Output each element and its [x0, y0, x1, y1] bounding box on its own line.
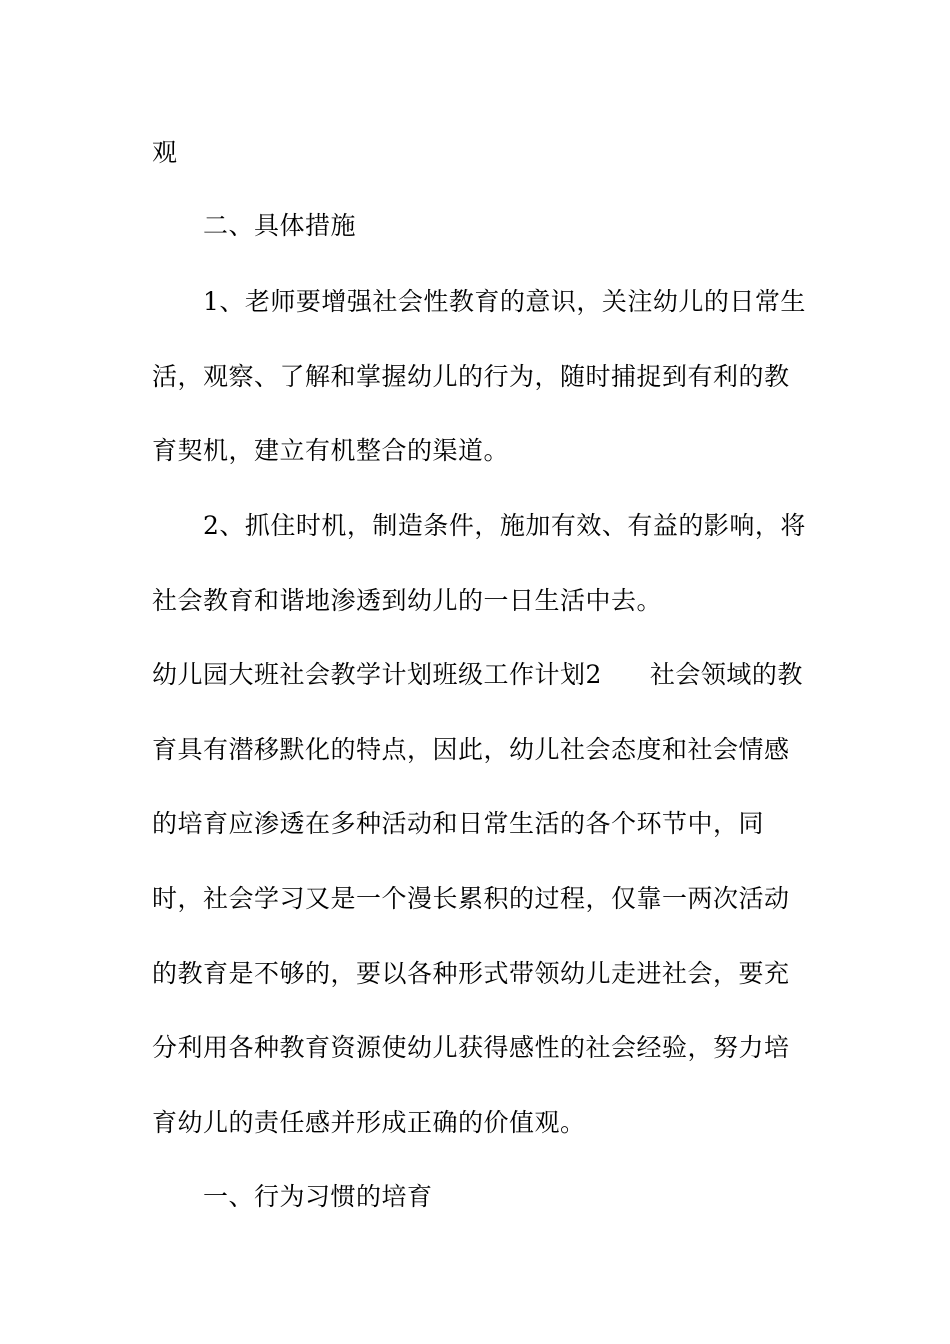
text-segment: 社会领域的教: [649, 660, 803, 689]
text-line: 分利用各种教育资源使幼儿获得感性的社会经验，努力培: [152, 1033, 790, 1062]
text-line: 活，观察、了解和掌握幼儿的行为，随时捕捉到有利的教: [152, 362, 790, 391]
text-line: 育契机，建立有机整合的渠道。: [152, 436, 510, 465]
text-line: 2、抓住时机，制造条件，施加有效、有益的影响，将: [203, 511, 806, 540]
section-heading: 一、行为习惯的培育: [203, 1182, 433, 1211]
text-line: 的教育是不够的，要以各种形式带领幼儿走进社会，要充: [152, 959, 790, 988]
text-line: 育具有潜移默化的特点，因此，幼儿社会态度和社会情感: [152, 735, 790, 764]
text-line: 社会教育和谐地渗透到幼儿的一日生活中去。: [152, 586, 663, 615]
text-line: 育幼儿的责任感并形成正确的价值观。: [152, 1108, 586, 1137]
text-line-with-title: [152, 660, 803, 690]
text-line: 时，社会学习又是一个漫长累积的过程，仅靠一两次活动: [152, 884, 790, 913]
section-heading: 二、具体措施: [203, 211, 357, 240]
text-line: 的培育应渗透在多种活动和日常生活的各个环节中，同: [152, 809, 765, 838]
text-line: 观: [152, 138, 178, 167]
text-line: 1、老师要增强社会性教育的意识，关注幼儿的日常生: [203, 287, 806, 316]
document-title: 幼儿园大班社会教学计划班级工作计划2: [152, 660, 602, 689]
